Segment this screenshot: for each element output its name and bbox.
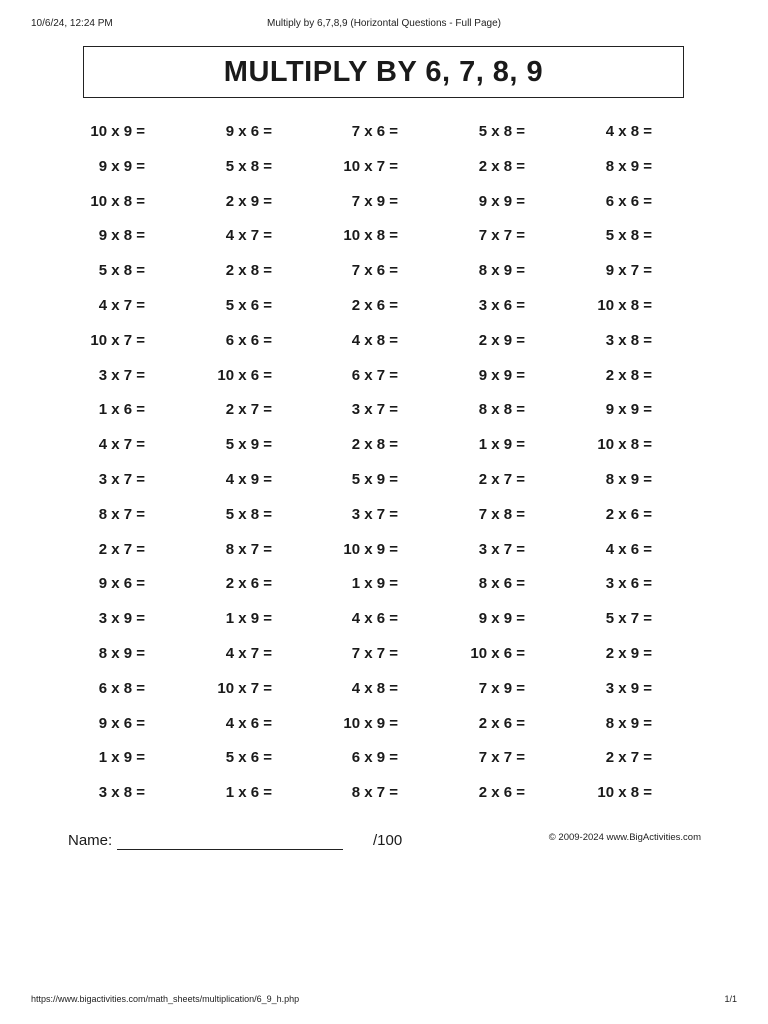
problem-item: 1 x 9 = <box>225 610 272 628</box>
problem-item: 6 x 9 = <box>351 749 398 767</box>
problem-item: 8 x 9 = <box>605 714 652 732</box>
problem-item: 8 x 6 = <box>478 575 525 593</box>
problem-item: 1 x 9 = <box>98 749 145 767</box>
problem-item: 4 x 6 = <box>225 714 272 732</box>
problem-item: 10 x 8 = <box>597 784 652 802</box>
problem-item: 4 x 9 = <box>225 471 272 488</box>
print-header <box>31 18 737 34</box>
problem-item: 2 x 7 = <box>478 471 525 488</box>
problem-item: 8 x 9 = <box>478 262 525 280</box>
problem-item: 4 x 8 = <box>351 331 398 349</box>
problem-item: 4 x 6 = <box>605 540 652 558</box>
problem-item: 2 x 8 = <box>225 262 272 280</box>
problem-item: 2 x 9 = <box>605 645 652 662</box>
print-url: https://www.bigactivities.com/math_sheets/multiplication/6_9_h.php <box>31 994 300 1004</box>
problem-item: 2 x 6 = <box>605 505 652 523</box>
problem-item: 4 x 8 = <box>351 679 398 697</box>
problem-item: 8 x 8 = <box>478 401 525 419</box>
problem-item: 9 x 6 = <box>98 575 145 593</box>
problem-item: 3 x 6 = <box>478 297 525 314</box>
problem-item: 4 x 7 = <box>225 645 272 662</box>
worksheet-title: MULTIPLY BY 6, 7, 8, 9 <box>223 55 544 88</box>
problem-item: 9 x 9 = <box>478 192 525 210</box>
problem-item: 2 x 8 = <box>478 157 525 175</box>
problem-item: 4 x 6 = <box>351 610 398 628</box>
problem-item: 9 x 9 = <box>478 366 525 384</box>
problem-item: 1 x 6 = <box>98 401 145 419</box>
problem-item: 3 x 9 = <box>605 679 652 697</box>
problem-item: 7 x 7 = <box>478 749 525 767</box>
problem-item: 9 x 6 = <box>225 123 272 140</box>
problem-item: 2 x 7 = <box>605 749 652 767</box>
problem-item: 10 x 9 = <box>90 123 145 140</box>
problem-item: 8 x 7 = <box>351 784 398 802</box>
problem-item: 9 x 7 = <box>605 262 652 280</box>
copyright: © 2009-2024 www.BigActivities.com <box>548 832 701 843</box>
problem-item: 4 x 7 = <box>98 297 145 314</box>
problem-item: 9 x 6 = <box>98 714 145 732</box>
problem-item: 2 x 7 = <box>225 401 272 419</box>
problem-item: 8 x 9 = <box>98 645 145 662</box>
problem-item: 7 x 9 = <box>478 679 525 697</box>
problem-item: 7 x 7 = <box>478 227 525 245</box>
problem-item: 2 x 9 = <box>225 192 272 210</box>
problem-item: 10 x 8 = <box>343 227 398 245</box>
problem-item: 9 x 8 = <box>98 227 145 245</box>
problem-item: 1 x 9 = <box>351 575 398 593</box>
problem-item: 6 x 6 = <box>605 192 652 210</box>
problem-item: 6 x 8 = <box>98 679 145 697</box>
problem-item: 7 x 6 = <box>351 123 398 140</box>
problem-item: 3 x 8 = <box>605 331 652 349</box>
problem-item: 9 x 9 = <box>605 401 652 419</box>
problem-item: 5 x 8 = <box>225 505 272 523</box>
problem-item: 5 x 8 = <box>225 157 272 175</box>
print-footer <box>31 994 737 1008</box>
problem-item: 1 x 9 = <box>478 436 525 454</box>
problem-item: 3 x 7 = <box>478 540 525 558</box>
problem-item: 5 x 8 = <box>478 123 525 140</box>
problem-item: 2 x 7 = <box>98 540 145 558</box>
problem-item: 10 x 6 = <box>470 645 525 662</box>
print-document-title: Multiply by 6,7,8,9 (Horizontal Questions - Full Page) <box>267 18 501 29</box>
problem-item: 5 x 9 = <box>351 471 398 488</box>
problem-item: 5 x 8 = <box>98 262 145 280</box>
problem-item: 10 x 9 = <box>343 540 398 558</box>
problem-item: 5 x 9 = <box>225 436 272 454</box>
name-label: Name: <box>68 832 113 849</box>
problem-item: 1 x 6 = <box>225 784 272 802</box>
problem-item: 7 x 7 = <box>351 645 398 662</box>
problem-item: 5 x 7 = <box>605 610 652 628</box>
problem-item: 2 x 8 = <box>351 436 398 454</box>
score-label: /100 <box>373 832 403 849</box>
problem-item: 2 x 9 = <box>478 331 525 349</box>
problem-item: 3 x 7 = <box>351 505 398 523</box>
problem-item: 8 x 9 = <box>605 157 652 175</box>
problem-item: 5 x 6 = <box>225 297 272 314</box>
name-line <box>117 849 343 850</box>
problem-item: 3 x 8 = <box>98 784 145 802</box>
problem-item: 10 x 8 = <box>90 192 145 210</box>
problem-item: 10 x 7 = <box>343 157 398 175</box>
problem-item: 3 x 7 = <box>98 366 145 384</box>
problem-item: 9 x 9 = <box>478 610 525 628</box>
problem-item: 10 x 8 = <box>597 297 652 314</box>
problem-item: 4 x 7 = <box>98 436 145 454</box>
problem-item: 9 x 9 = <box>98 157 145 175</box>
problem-item: 5 x 8 = <box>605 227 652 245</box>
problem-item: 3 x 7 = <box>351 401 398 419</box>
problem-item: 6 x 7 = <box>351 366 398 384</box>
problem-item: 8 x 7 = <box>98 505 145 523</box>
problem-item: 3 x 7 = <box>98 471 145 488</box>
problem-item: 7 x 9 = <box>351 192 398 210</box>
problem-item: 10 x 8 = <box>597 436 652 454</box>
problem-grid <box>68 115 700 815</box>
print-datetime: 10/6/24, 12:24 PM <box>31 18 113 29</box>
problem-item: 2 x 8 = <box>605 366 652 384</box>
worksheet-title-box <box>83 46 684 98</box>
problem-item: 7 x 6 = <box>351 262 398 280</box>
problem-item: 7 x 8 = <box>478 505 525 523</box>
problem-item: 8 x 7 = <box>225 540 272 558</box>
problem-item: 2 x 6 = <box>351 297 398 314</box>
problem-item: 10 x 6 = <box>217 366 272 384</box>
problem-item: 4 x 8 = <box>605 123 652 140</box>
problem-item: 3 x 9 = <box>98 610 145 628</box>
print-page-number: 1/1 <box>724 994 737 1004</box>
problem-item: 2 x 6 = <box>225 575 272 593</box>
problem-item: 10 x 7 = <box>90 331 145 349</box>
problem-item: 4 x 7 = <box>225 227 272 245</box>
problem-item: 6 x 6 = <box>225 331 272 349</box>
problem-item: 10 x 7 = <box>217 679 272 697</box>
problem-item: 3 x 6 = <box>605 575 652 593</box>
problem-item: 10 x 9 = <box>343 714 398 732</box>
problem-item: 8 x 9 = <box>605 471 652 488</box>
problem-item: 2 x 6 = <box>478 784 525 802</box>
problem-item: 5 x 6 = <box>225 749 272 767</box>
problem-item: 2 x 6 = <box>478 714 525 732</box>
